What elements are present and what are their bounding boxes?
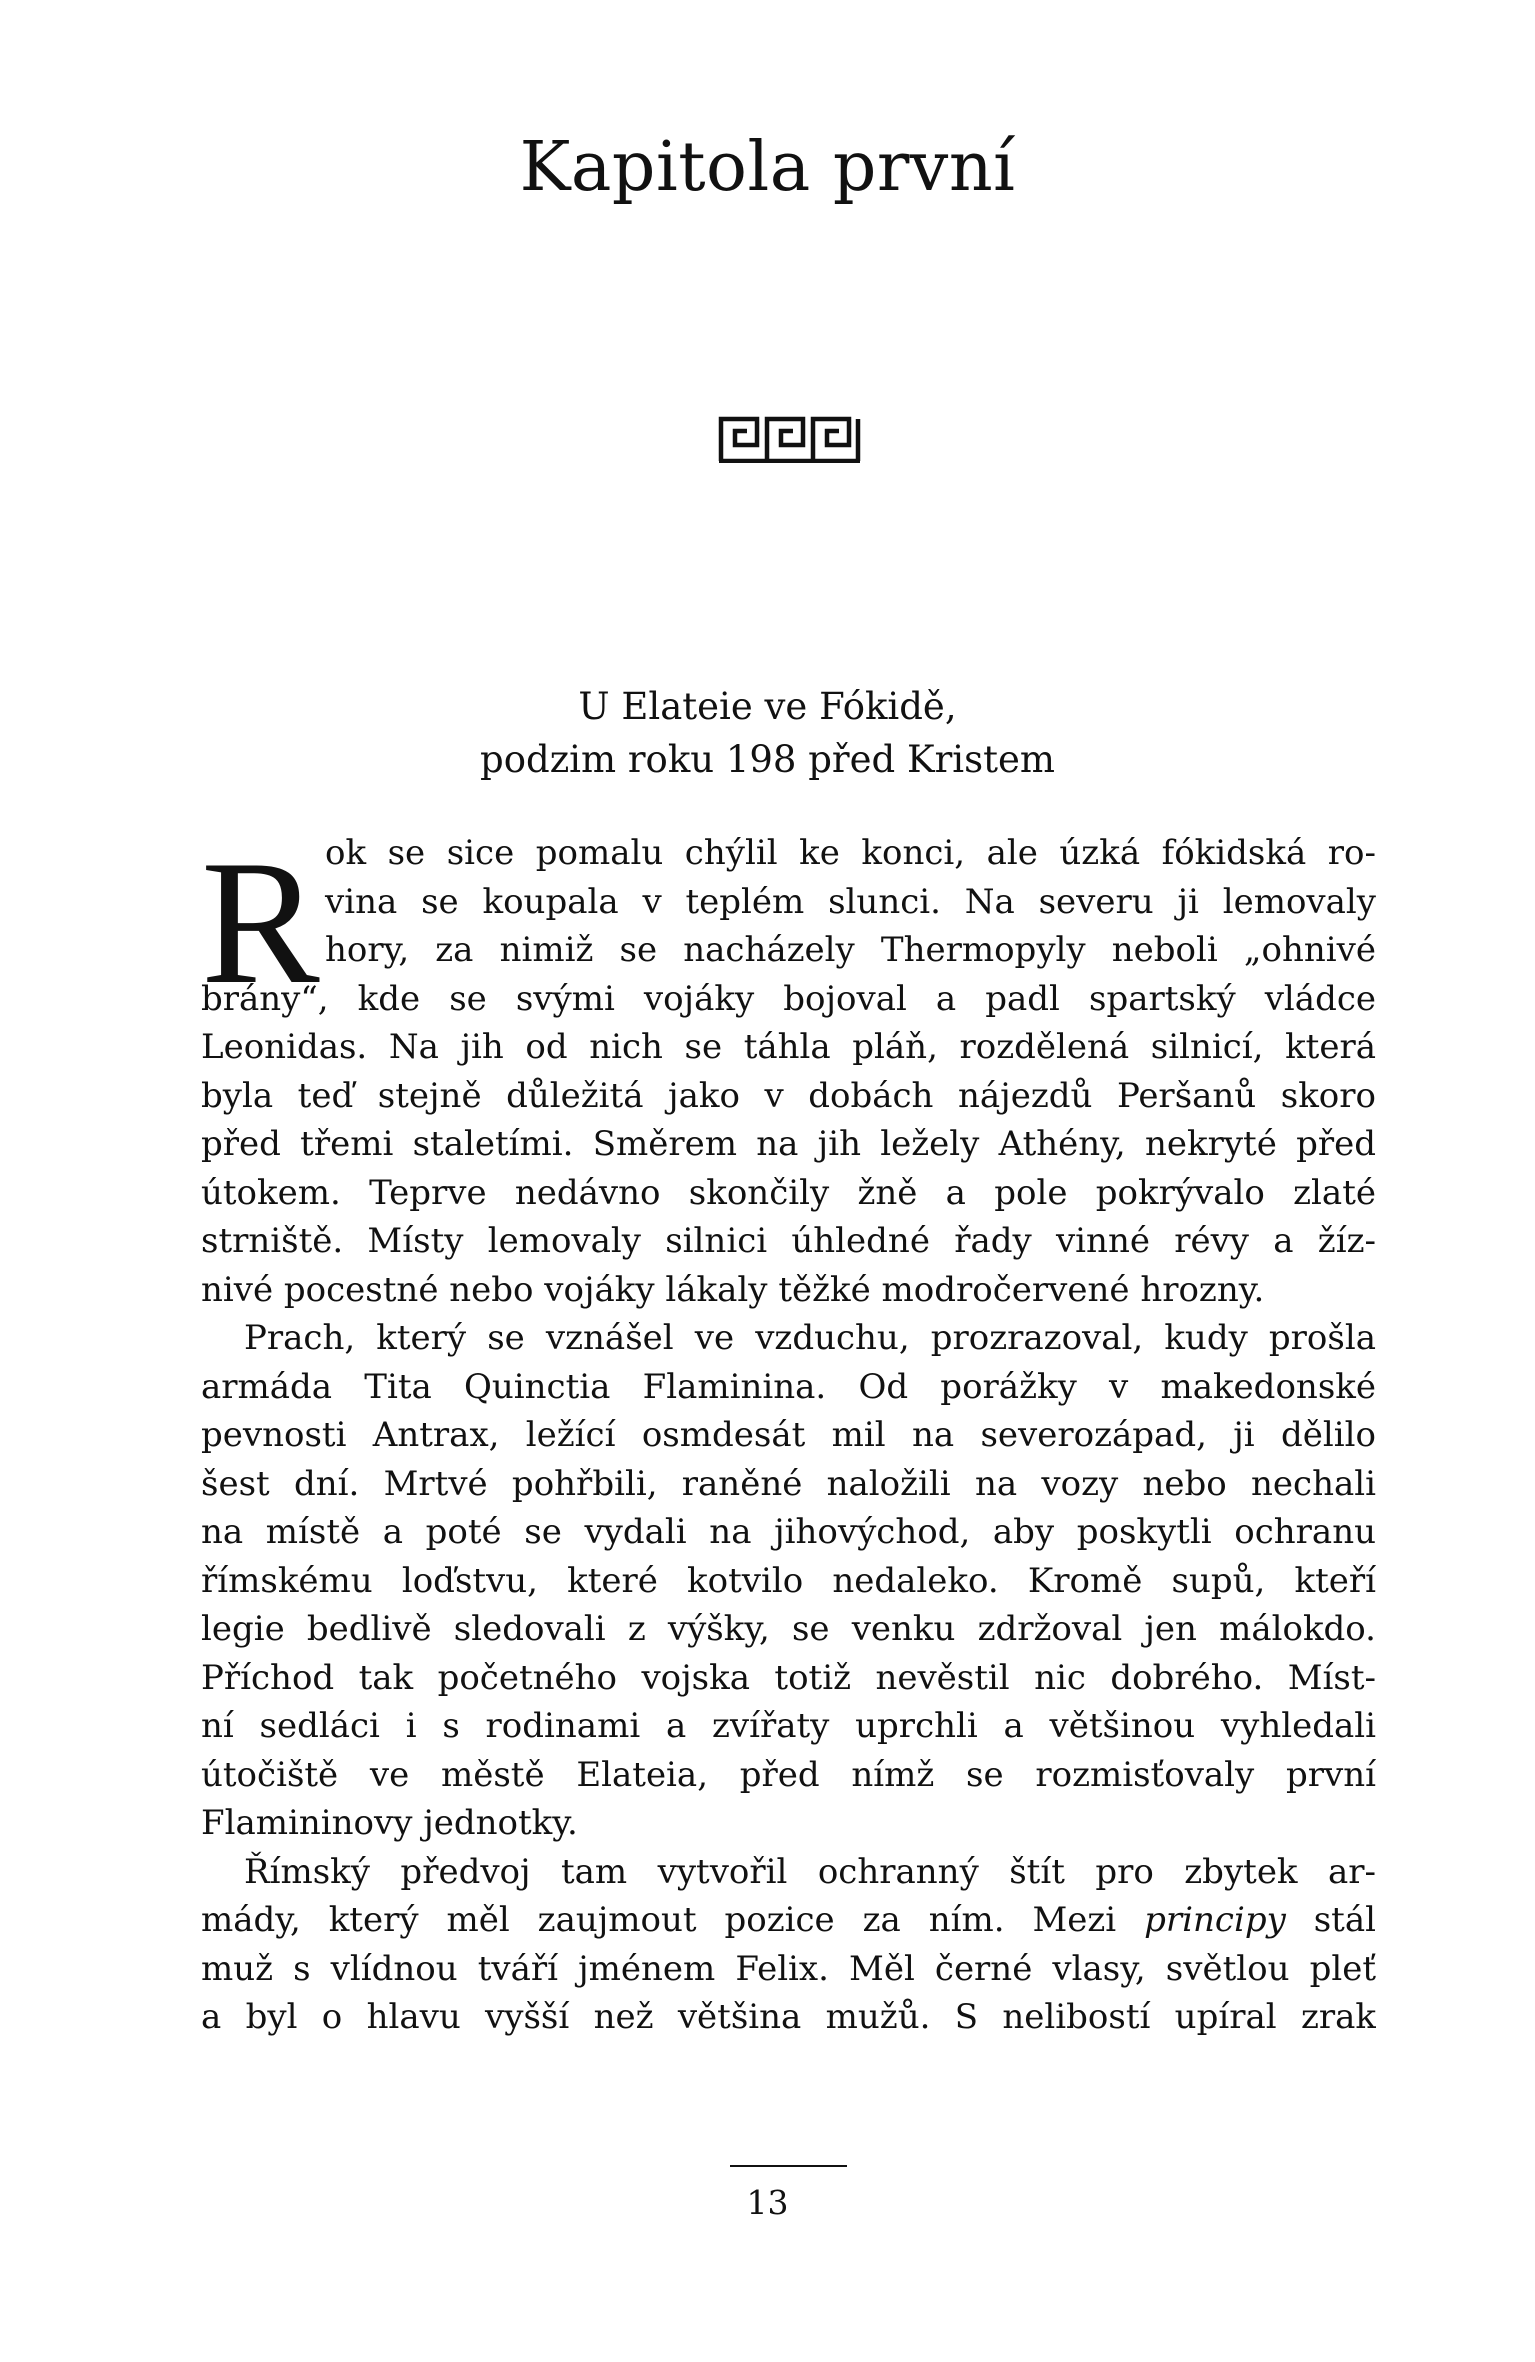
text-line: vina se koupala v teplém slunci. Na severu ji lemovaly [325, 881, 1376, 922]
text-line: Leonidas. Na jih od nich se táhla pláň, rozdělená silnicí, která [201, 1027, 1376, 1067]
text-line: šest dní. Mrtvé pohřbili, raněné naložili na vozy nebo nechali [201, 1463, 1376, 1504]
italic-term: principy [1144, 1900, 1286, 1940]
text-line: Prach, který se vznášel ve vzduchu, prozrazoval, kudy prošla [244, 1318, 1376, 1358]
text-line: muž s vlídnou tváří jménem Felix. Měl černé vlasy, světlou pleť [201, 1948, 1376, 1989]
text-line: nivé pocestné nebo vojáky lákaly těžké modročervené hrozny. [201, 1269, 1265, 1310]
text-line: římskému loďstvu, které kotvilo nedaleko. Kromě supů, kteří [201, 1560, 1376, 1601]
text-line: Římský předvoj tam vytvořil ochranný štít pro zbytek ar- [244, 1851, 1376, 1892]
text-line: legie bedlivě sledovali z výšky, se venku zdržoval jen málokdo. [201, 1609, 1376, 1649]
paragraph-3 [201, 1848, 1376, 2042]
location-line: U Elateie ve Fókidě, [578, 685, 957, 728]
chapter-location-date [0, 680, 1535, 786]
text-line: brány“, kde se svými vojáky bojoval a padl spartský vládce [201, 978, 1376, 1019]
text-segment: mády, který měl zaujmout pozice za ním. Mezi [201, 1900, 1145, 1940]
text-line: na místě a poté se vydali na jihovýchod, aby poskytli ochranu [201, 1512, 1376, 1552]
drop-cap: R [201, 823, 320, 1021]
text-line: a byl o hlavu vyšší než většina mužů. S nelibostí upíral zrak [201, 1997, 1376, 2037]
text-line: ok se sice pomalu chýlil ke konci, ale úzká fókidská ro- [325, 833, 1376, 873]
paragraph-1 [201, 823, 1376, 1314]
text-line: útokem. Teprve nedávno skončily žně a pole pokrývalo zlaté [201, 1172, 1376, 1213]
date-line: podzim roku 198 před Kristem [480, 738, 1055, 781]
text-line: před třemi staletími. Směrem na jih ležely Athény, nekryté před [201, 1124, 1376, 1164]
text-line: Příchod tak početného vojska totiž nevěstil nic dobrého. Míst- [201, 1657, 1376, 1698]
text-line: pevnosti Antrax, ležící osmdesát mil na severozápad, ji dělilo [201, 1415, 1376, 1455]
text-line [201, 1896, 1376, 1945]
text-segment: stál [1285, 1900, 1376, 1940]
chapter-title: Kapitola první [519, 128, 1016, 207]
text-line: Flamininovy jednotky. [201, 1803, 578, 1843]
text-line: strniště. Místy lemovaly silnici úhledné řady vinné révy a žíz- [201, 1221, 1376, 1261]
text-line: ní sedláci i s rodinami a zvířaty uprchli a většinou vyhledali [201, 1706, 1376, 1746]
body-text [201, 823, 1376, 2042]
page-number: 13 [746, 2183, 789, 2222]
text-line: hory, za nimiž se nacházely Thermopyly neboli „ohnivé [325, 930, 1376, 970]
paragraph-2 [201, 1314, 1376, 1848]
text-line: armáda Tita Quinctia Flaminina. Od porážky v makedonské [201, 1366, 1376, 1407]
text-line: byla teď stejně důležitá jako v dobách nájezdů Peršanů skoro [201, 1075, 1376, 1116]
footer-rule [730, 2165, 847, 2167]
greek-key-ornament-icon [717, 415, 862, 463]
text-line: útočiště ve městě Elateia, před nímž se rozmisťovaly první [201, 1754, 1376, 1795]
